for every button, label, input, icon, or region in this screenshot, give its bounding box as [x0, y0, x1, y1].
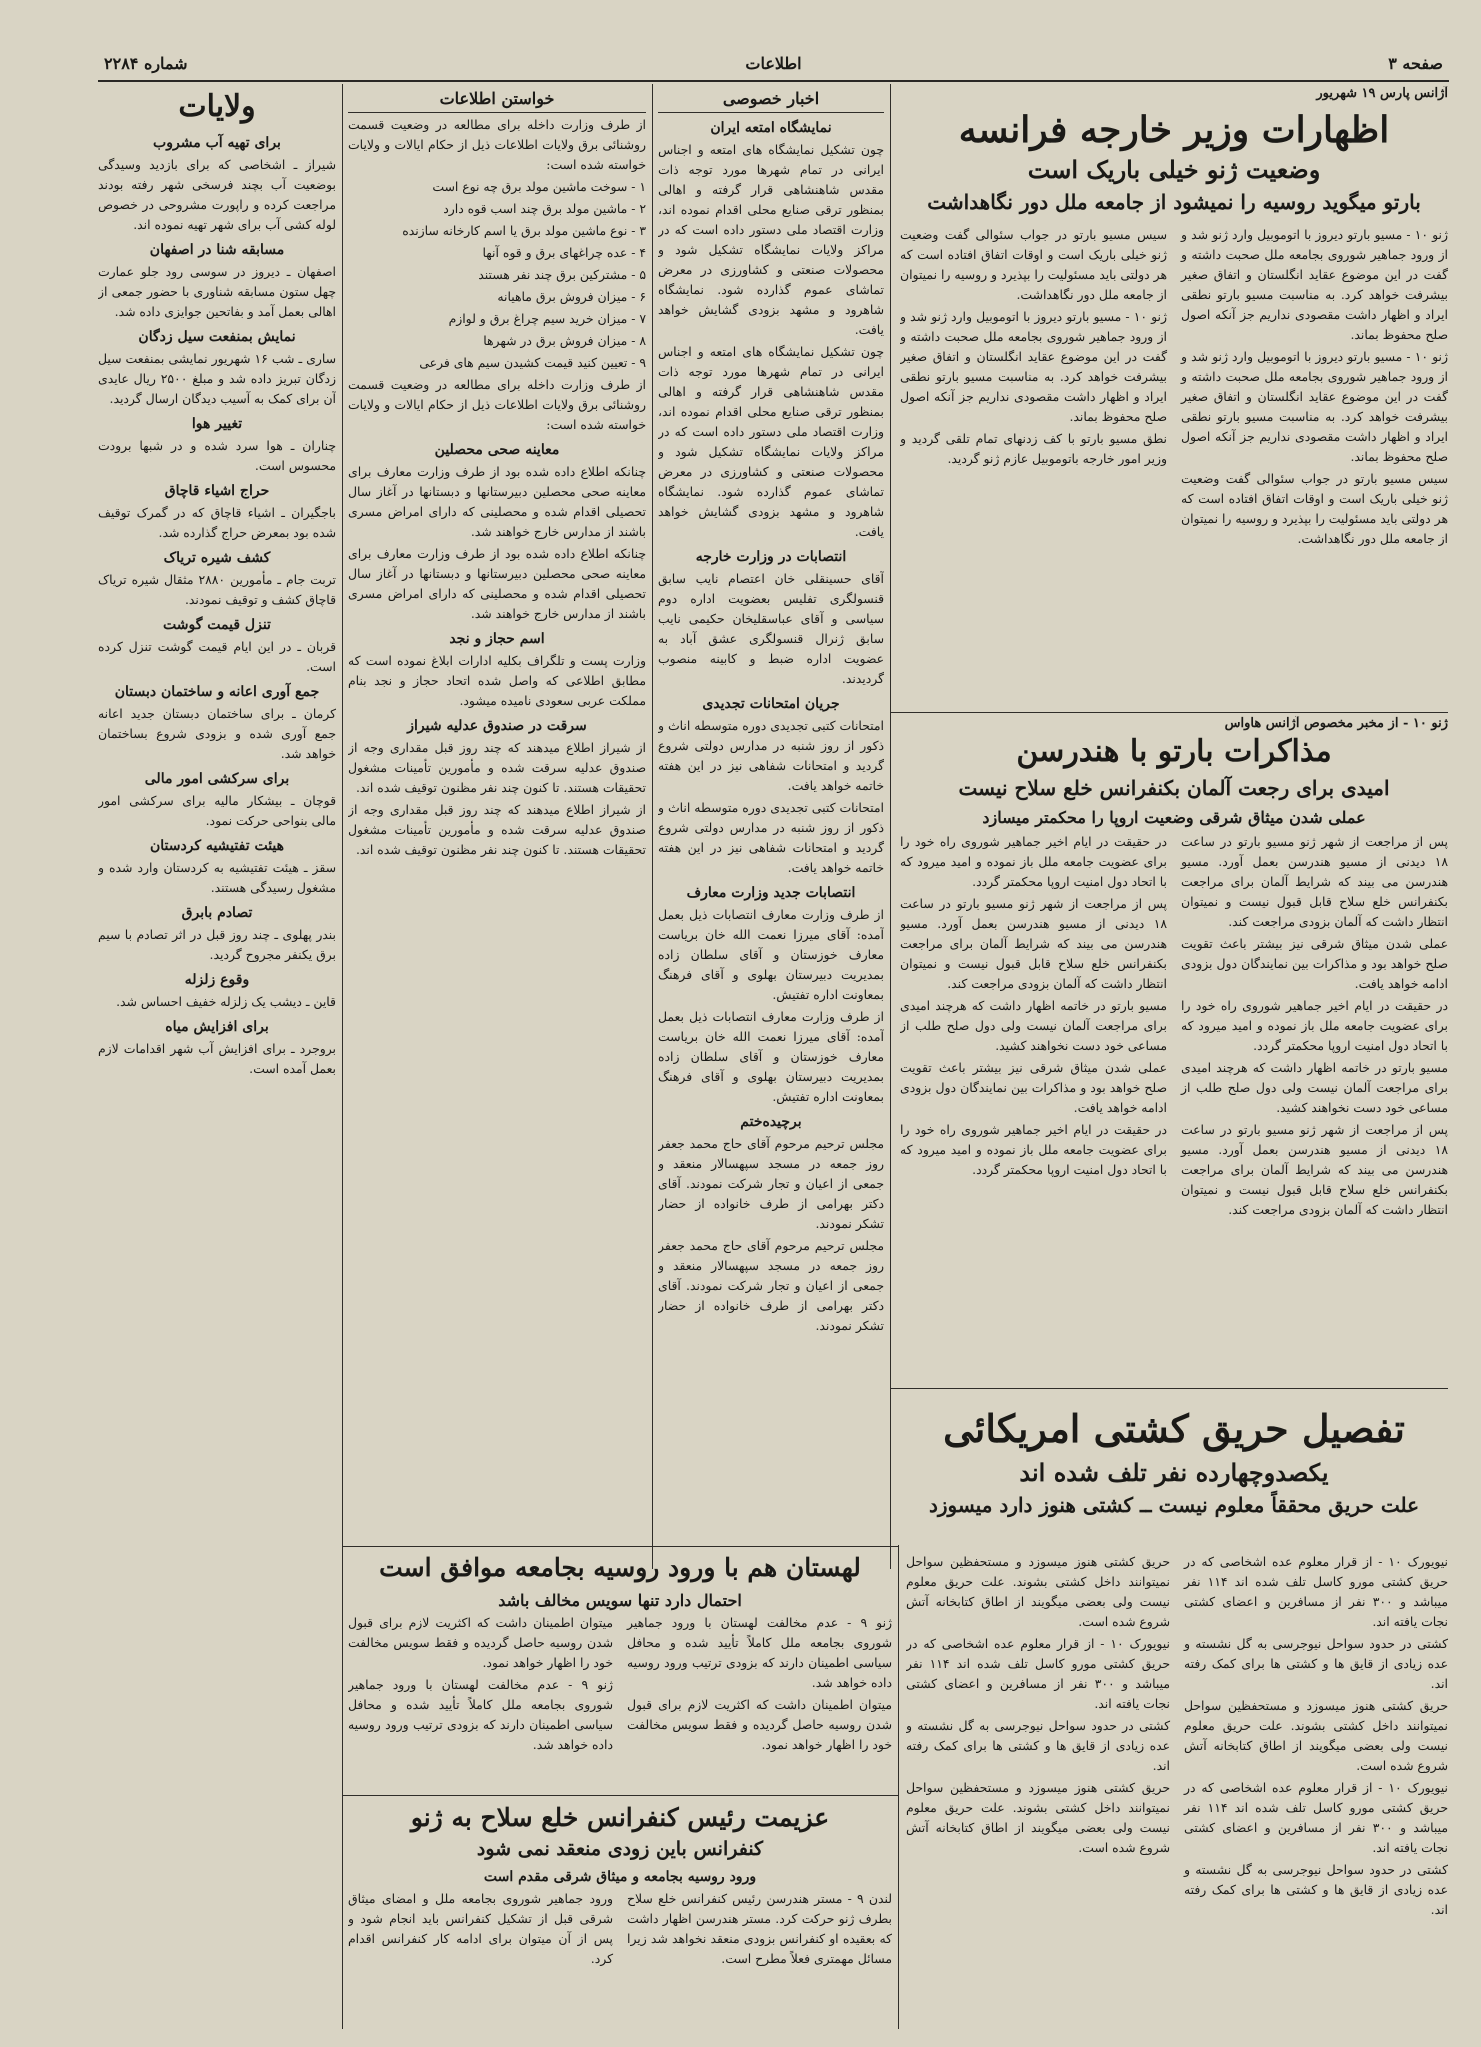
province-title: برای سرکشی امور مالی: [144, 771, 290, 787]
paragraph: از طرف وزارت معارف انتصابات ذیل بعمل آمده: آقای میرزا نعمت الله خان بریاست معارف خوزستان و آقای سلطان زاده بمدیریت دبیرستان بهلوی و آقای فرهنگ بمعاونت اداره تفتیش.: [658, 1009, 884, 1104]
column-heading: خواستن اطلاعات: [348, 88, 646, 113]
province-body: سقز ـ هیئت تفتیشیه به کردستان وارد شده و مشغول رسیدگی هستند.: [98, 860, 336, 895]
section-body: [658, 140, 884, 542]
column-heading: اخبار خصوصی: [658, 88, 884, 113]
paragraph: چنانکه اطلاع داده شده بود از طرف وزارت معارف برای معاینه صحی محصلین دبیرستانها و دبستانها در آغاز سال تحصیلی اقدام شده و محصلینی که دارای امراض مسری باشند از مدارس خارج خواهند شد.: [348, 464, 646, 539]
province-body: قاین ـ دیشب یک زلزله خفیف احساس شد.: [116, 994, 336, 1009]
talks-paragraph: در حقیقت در ایام اخیر جماهیر شوروی راه خود را برای عضویت جامعه ملل باز نموده و امید میرود که با اتحاد دول امنیت اروپا محکمتر گردد.: [900, 1122, 1167, 1177]
list-item: ۲ - ماشین مولد برق چند اسب قوه دارد: [443, 201, 646, 216]
lead-paragraph: نطق مسیو بارتو با کف زدنهای تمام تلقی گردید و وزیر امور خارجه باتوموبیل عازم ژنو گردید.: [900, 431, 1167, 466]
province-body: بروجرد ـ برای افزایش آب شهر اقدامات لازم بعمل آمده است.: [98, 1041, 336, 1076]
lead-headline: اظهارات وزیر خارجه فرانسه: [958, 109, 1390, 151]
poland-paragraph: ژنو ۹ - عدم مخالفت لهستان با ورود جماهیر شوروی بجامعه ملل کاملاً تأیید شده و محافل سیاسی اطمینان دارند که بزودی ترتیب ورود روسیه داده خواهد شد.: [348, 1677, 613, 1752]
column-heading: ولایات: [178, 89, 256, 124]
paragraph: چون تشکیل نمایشگاه های امتعه و اجناس ایرانی در تمام شهرها مورد توجه ذات مقدس شاهنشاهی قرار گرفته و اهالی بمنظور ترقی صنایع محلی اقدام نموده اند، وزارت اقتصاد ملی دستور داده است که در مراکز ولایات نمایشگاه تشکیل شود و محصولات صنعتی و کشاورزی در معرض تماشای عموم گذارده شود. نمایشگاه شاهرود و مشهد بزودی گشایش خواهد یافت.: [658, 142, 884, 337]
lead-paragraph: سیس مسیو بارتو در جواب سئوالی گفت وضعیت ژنو خیلی باریک است و اوقات اتفاق افتاده است که هر دولتی باید مسئولیت را بپذیرد و روسیه را نمیتوان از جامعه ملل دور نگاهداشت.: [1181, 471, 1448, 546]
section-title: جریان امتحانات تجدیدی: [702, 696, 840, 712]
lead-paragraph: ژنو ۱۰ - مسیو بارتو دیروز با اتوموبیل وارد ژنو شد و از ورود جماهیر شوروی بجامعه ملل صحبت داشته و گفت در این موضوع عقاید انگلستان و اتفاق صغیر بیشرفت خواهد کرد. به مناسبت مسیو بارتو نطقی ایراد و اظهار داشت مقصودی نداریم جز آنکه اصول صلح محفوظ بماند.: [900, 309, 1167, 424]
poland-paragraph: میتوان اطمینان داشت که اکثریت لازم برای قبول شدن روسیه حاصل گردیده و فقط سویس مخالفت خود را اظهار خواهد نمود.: [627, 1697, 892, 1752]
paragraph: امتحانات کتبی تجدیدی دوره متوسطه اناث و ذکور از روز شنبه در مدارس دولتی شروع گردید و امتحانات شفاهی نیز در این هفته خاتمه خواهد یافت.: [658, 800, 884, 875]
talks-story: [900, 716, 1448, 1384]
section-title: نمایشگاه امتعه ایران: [710, 120, 832, 136]
fire-paragraph: نیویورک ۱۰ - از قرار معلوم عده اشخاصی که در حریق کشتی مورو کاسل تلف شده اند ۱۱۴ نفر میباشد و ۳۰۰ نفر از مسافرین و اعضای کشتی نجات یافته اند.: [1184, 1554, 1448, 1629]
lead-paragraph: ژنو ۱۰ - مسیو بارتو دیروز با اتوموبیل وارد ژنو شد و از ورود جماهیر شوروی بجامعه ملل صحبت داشته و گفت در این موضوع عقاید انگلستان و اتفاق صغیر بیشرفت خواهد کرد. به مناسبت مسیو بارتو نطقی ایراد و اظهار داشت مقصودی نداریم جز آنکه اصول صلح محفوظ بماند.: [1181, 349, 1448, 464]
fire-body-left: [906, 1552, 1170, 2028]
poland-paragraph: میتوان اطمینان داشت که اکثریت لازم برای قبول شدن روسیه حاصل گردیده و فقط سویس مخالفت خود را اظهار خواهد نمود.: [348, 1615, 613, 1670]
paragraph: از طرف وزارت داخله برای مطالعه در وضعیت قسمت روشنائی برق ولایات اطلاعات ذیل از حکام ایالات و ولایات خواسته شده است:: [348, 377, 646, 432]
talks-paragraph: مسیو بارتو در خاتمه اظهار داشت که هرچند امیدی برای مراجعت آلمان نیست ولی دول صلح طلب از مساعی خود دست نخواهند کشید.: [900, 998, 1167, 1053]
fire-body-right: [1184, 1552, 1448, 2028]
conference-body-left: [348, 1889, 613, 1971]
province-body: قوچان ـ بیشکار مالیه برای سرکشی امور مالی بنواحی حرکت نمود.: [98, 793, 336, 828]
lead-body-left: [900, 225, 1167, 551]
poland-body-left: [348, 1613, 613, 1757]
lead-subhead-2: بارتو میگوید روسیه را نمیشود از جامعه ملل دور نگاهداشت: [927, 190, 1421, 214]
talks-paragraph: پس از مراجعت از شهر ژنو مسیو بارتو در ساعت ۱۸ دیدنی از مسیو هندرسن بعمل آورد. مسیو هندرسن می بیند که شرایط آلمان برای مراجعت بکنفرانس خلع سلاح قابل قبول نیست و نمیتوان انتظار داشت که آلمان بزودی مراجعت کند.: [900, 896, 1167, 991]
province-body: ساری ـ شب ۱۶ شهریور نمایشی بمنفعت سیل زدگان تبریز داده شد و مبلغ ۲۵۰۰ ریال عایدی آن برای کمک به آسیب دیدگان ارسال گردید.: [98, 351, 336, 406]
conference-paragraph: ورود جماهیر شوروی بجامعه ملل و امضای میثاق شرقی قبل از تشکیل کنفرانس باید انجام شود و پس از آن میتوان برای ادامه کار کنفرانس اقدام کرد.: [348, 1891, 613, 1966]
list-item: ۳ - نوع ماشین مولد برق یا اسم کارخانه سازنده: [402, 223, 646, 238]
section-title: انتصابات در وزارت خارجه: [695, 549, 847, 565]
section-title: معاینه صحی محصلین: [434, 442, 560, 458]
talks-paragraph: پس از مراجعت از شهر ژنو مسیو بارتو در ساعت ۱۸ دیدنی از مسیو هندرسن بعمل آورد. مسیو هندرسن می بیند که شرایط آلمان برای مراجعت بکنفرانس خلع سلاح قابل قبول نیست و نمیتوان انتظار داشت که آلمان بزودی مراجعت کند.: [1181, 834, 1448, 929]
section-rule: [342, 1546, 898, 1547]
section-title: انتصابات جدید وزارت معارف: [686, 885, 856, 901]
paragraph: از طرف وزارت داخله برای مطالعه در وضعیت قسمت روشنائی برق ولایات اطلاعات ذیل از حکام ایالات و ولایات خواسته شده است:: [348, 117, 646, 172]
column-rule: [890, 84, 891, 1569]
paragraph: مجلس ترحیم مرحوم آقای حاج محمد جعفر روز جمعه در مسجد سپهسالار منعقد و جمعی از اعیان و تجار شرکت نمودند. آقای دکتر بهرامی از طرف خانواده از حضار تشکر نمودند.: [658, 1136, 884, 1231]
conference-body-right: [627, 1889, 892, 1971]
province-title: برای تهیه آب مشروب: [153, 135, 281, 151]
talks-paragraph: عملی شدن میثاق شرقی نیز بیشتر باعث تقویت صلح خواهد بود و مذاکرات بین نمایندگان دول بزودی ادامه خواهد یافت.: [1181, 936, 1448, 991]
lead-dateline: آژانس پارس ۱۹ شهریور: [1316, 86, 1448, 101]
paragraph: از طرف وزارت معارف انتصابات ذیل بعمل آمده: آقای میرزا نعمت الله خان بریاست معارف خوزستان و آقای سلطان زاده بمدیریت دبیرستان بهلوی و آقای فرهنگ بمعاونت اداره تفتیش.: [658, 907, 884, 1002]
paragraph: آقای حسینقلی خان اعتصام نایب سابق قنسولگری تفلیس بعضویت اداره دوم سیاسی و آقای عباسقلیخان حکیمی نایب سابق ژنرال قنسولگری عشق آباد به عضویت اداره ضبط و کابینه منصوب گردیدند.: [658, 571, 884, 686]
province-title: حراج اشیاء قاچاق: [164, 483, 270, 499]
fire-paragraph: کشتی در حدود سواحل نیوجرسی به گل نشسته و عده زیادی از قایق ها و کشتی ها برای کمک رفته اند.: [1184, 1862, 1448, 1917]
province-title: وقوع زلزله: [184, 972, 250, 988]
page-number: صفحه ۳: [1388, 54, 1443, 73]
column-rule: [342, 84, 343, 2029]
poland-paragraph: ژنو ۹ - عدم مخالفت لهستان با ورود جماهیر شوروی بجامعه ملل کاملاً تأیید شده و محافل سیاسی اطمینان دارند که بزودی ترتیب ورود روسیه داده خواهد شد.: [627, 1615, 892, 1690]
publication-name: اطلاعات: [745, 54, 802, 73]
conference-paragraph: لندن ۹ - مستر هندرسن رئیس کنفرانس خلع سلاح بطرف ژنو حرکت کرد. مستر هندرسن اظهار داشت که بعقیده او کنفرانس بزودی منعقد نخواهد شد زیرا مسائل مهمتری فعلاً مطرح است.: [627, 1891, 892, 1966]
province-title: تنزل قیمت گوشت: [163, 617, 271, 633]
fire-paragraph: کشتی در حدود سواحل نیوجرسی به گل نشسته و عده زیادی از قایق ها و کشتی ها برای کمک رفته اند.: [1184, 1636, 1448, 1691]
lead-subhead: وضعیت ژنو خیلی باریک است: [1027, 155, 1321, 184]
fire-story-head: [900, 1392, 1448, 1544]
province-body: چناران ـ هوا سرد شده و در شبها برودت محسوس است.: [98, 438, 336, 473]
fire-paragraph: حریق کشتی هنوز میسوزد و مستحفظین سواحل نمیتوانند داخل کشتی بشوند. علت حریق معلوم نیست ولی بعضی میگویند از اطاق کتابخانه آتش شروع شده است.: [1184, 1698, 1448, 1773]
list-item: ۵ - مشترکین برق چند نفر هستند: [478, 267, 646, 282]
paragraph: از شیراز اطلاع میدهند که چند روز قبل مقداری وجه از صندوق عدلیه سرقت شده و مأمورین تأمینات مشغول تحقیقات هستند. تا کنون چند نفر مظنون توقیف شده اند.: [348, 740, 646, 795]
poland-subhead: احتمال دارد تنها سویس مخالف باشد: [498, 1591, 742, 1610]
fire-paragraph: نیویورک ۱۰ - از قرار معلوم عده اشخاصی که در حریق کشتی مورو کاسل تلف شده اند ۱۱۴ نفر میباشد و ۳۰۰ نفر از مسافرین و اعضای کشتی نجات یافته اند.: [1184, 1780, 1448, 1855]
talks-paragraph: مسیو بارتو در خاتمه اظهار داشت که هرچند امیدی برای مراجعت آلمان نیست ولی دول صلح طلب از مساعی خود دست نخواهند کشید.: [1181, 1060, 1448, 1115]
paragraph: مجلس ترحیم مرحوم آقای حاج محمد جعفر روز جمعه در مسجد سپهسالار منعقد و جمعی از اعیان و تجار شرکت نمودند. آقای دکتر بهرامی از طرف خانواده از حضار تشکر نمودند.: [658, 1238, 884, 1333]
poland-story: [348, 1550, 892, 1792]
fire-paragraph: حریق کشتی هنوز میسوزد و مستحفظین سواحل نمیتوانند داخل کشتی بشوند. علت حریق معلوم نیست ولی بعضی میگویند از اطاق کتابخانه آتش شروع شده است.: [906, 1554, 1170, 1629]
talks-body-right: [1181, 832, 1448, 1222]
fire-paragraph: حریق کشتی هنوز میسوزد و مستحفظین سواحل نمیتوانند داخل کشتی بشوند. علت حریق معلوم نیست ولی بعضی میگویند از اطاق کتابخانه آتش شروع شده است.: [906, 1780, 1170, 1855]
province-title: کشف شیره تریاک: [163, 550, 271, 566]
talks-subhead-2: عملی شدن میثاق شرقی وضعیت اروپا را محکمتر میسازد: [982, 808, 1366, 827]
talks-body-left: [900, 832, 1167, 1222]
column-rule: [652, 84, 653, 1569]
talks-subhead: امیدی برای رجعت آلمان بکنفرانس خلع سلاح نیست: [958, 776, 1390, 800]
paragraph: از شیراز اطلاع میدهند که چند روز قبل مقداری وجه از صندوق عدلیه سرقت شده و مأمورین تأمینات مشغول تحقیقات هستند. تا کنون چند نفر مظنون توقیف شده اند.: [348, 802, 646, 857]
poland-body-right: [627, 1613, 892, 1757]
lead-paragraph: ژنو ۱۰ - مسیو بارتو دیروز با اتوموبیل وارد ژنو شد و از ورود جماهیر شوروی بجامعه ملل صحبت داشته و گفت در این موضوع عقاید انگلستان و اتفاق صغیر بیشرفت خواهد کرد. به مناسبت مسیو بارتو نطقی ایراد و اظهار داشت مقصودی نداریم جز آنکه اصول صلح محفوظ بماند.: [1181, 227, 1448, 342]
column-rule: [898, 1545, 899, 2029]
column-information: [348, 86, 646, 1542]
section-title: برچیده‌ختم: [740, 1114, 802, 1130]
conference-subhead-2: ورود روسیه بجامعه و میثاق شرقی مقدم است: [483, 1869, 757, 1885]
paragraph: وزارت پست و تلگراف بکلیه ادارات ابلاغ نموده است که مطابق اطلاعی که واصل شده اتحاد حجاز و نجد بنام مملکت عربی سعودی نامیده میشود.: [348, 653, 646, 708]
province-title: تغییر هوا: [191, 416, 243, 432]
section-title: سرقت در صندوق عدلیه شیراز: [407, 718, 587, 734]
talks-paragraph: پس از مراجعت از شهر ژنو مسیو بارتو در ساعت ۱۸ دیدنی از مسیو هندرسن بعمل آورد. مسیو هندرسن می بیند که شرایط آلمان برای مراجعت بکنفرانس خلع سلاح قابل قبول نیست و نمیتوان انتظار داشت که آلمان بزودی مراجعت کند.: [1181, 1122, 1448, 1217]
column-private-news: [658, 86, 884, 1542]
fire-paragraph: کشتی در حدود سواحل نیوجرسی به گل نشسته و عده زیادی از قایق ها و کشتی ها برای کمک رفته اند.: [906, 1718, 1170, 1773]
province-title: هیئت تفتیشیه کردستان: [149, 838, 285, 854]
fire-headline: تفصیل حریق کشتی امریکائی: [943, 1406, 1405, 1451]
lead-body-right: [1181, 225, 1448, 551]
fire-story-body: [906, 1552, 1448, 2028]
province-body: باجگیران ـ اشیاء قاچاق که در گمرک توقیف شده بود بمعرض حراج گذارده شد.: [98, 505, 336, 540]
list-item: ۱ - سوخت ماشین مولد برق چه نوع است: [432, 179, 646, 194]
conference-story: [348, 1800, 892, 2028]
list-item: ۷ - میزان خرید سیم چراغ برق و لوازم: [448, 311, 646, 326]
list-item: ۴ - عده چراغهای برق و قوه آنها: [482, 245, 646, 260]
talks-paragraph: عملی شدن میثاق شرقی نیز بیشتر باعث تقویت صلح خواهد بود و مذاکرات بین نمایندگان دول بزودی ادامه خواهد یافت.: [900, 1060, 1167, 1115]
talks-paragraph: در حقیقت در ایام اخیر جماهیر شوروی راه خود را برای عضویت جامعه ملل باز نموده و امید میرود که با اتحاد دول امنیت اروپا محکمتر گردد.: [900, 834, 1167, 889]
province-title: جمع آوری اعانه و ساختمان دبستان: [114, 684, 320, 700]
section-rule: [890, 1388, 1448, 1389]
province-title: نمایش بمنفعت سیل زدگان: [138, 329, 296, 345]
conference-headline: عزیمت رئیس کنفرانس خلع سلاح به ژنو: [410, 1803, 830, 1832]
province-body: کرمان ـ برای ساختمان دبستان جدید اعانه جمع آوری شده و بزودی شروع بساختمان خواهد شد.: [98, 706, 336, 761]
lead-paragraph: سیس مسیو بارتو در جواب سئوالی گفت وضعیت ژنو خیلی باریک است و اوقات اتفاق افتاده است که هر دولتی باید مسئولیت را بپذیرد و روسیه را نمیتوان از جامعه ملل دور نگاهداشت.: [900, 227, 1167, 302]
list-item: ۹ - تعیین کنید قیمت کشیدن سیم های فرعی: [419, 355, 646, 370]
province-body: قربان ـ در این ایام قیمت گوشت تنزل کرده است.: [98, 639, 336, 674]
province-body: اصفهان ـ دیروز در سوسی رود جلو عمارت چهل ستون مسابقه شناوری با حضور جمعی از اهالی بعمل آمد و بفاتحین جوایزی داده شد.: [98, 264, 336, 319]
province-title: تصادم بابرق: [181, 905, 253, 921]
province-body: شیراز ـ اشخاصی که برای بازدید وسیدگی بوضعیت آب بچند فرسخی شهر رفته بودند مراجعت کرده و راپورت مشروحی در خصوص لوله کشی آب برای شهر تهیه نموده اند.: [98, 157, 336, 232]
issue-number: شماره ۲۲۸۴: [104, 54, 188, 73]
paragraph: چنانکه اطلاع داده شده بود از طرف وزارت معارف برای معاینه صحی محصلین دبیرستانها و دبستانها در آغاز سال تحصیلی اقدام شده و محصلینی که دارای امراض مسری باشند از مدارس خارج خواهند شد.: [348, 546, 646, 621]
paragraph: چون تشکیل نمایشگاه های امتعه و اجناس ایرانی در تمام شهرها مورد توجه ذات مقدس شاهنشاهی قرار گرفته و اهالی بمنظور ترقی صنایع محلی اقدام نموده اند، وزارت اقتصاد ملی دستور داده است که در مراکز ولایات نمایشگاه تشکیل شود و محصولات صنعتی و کشاورزی در معرض تماشای عموم گذارده شود. نمایشگاه شاهرود و مشهد بزودی گشایش خواهد یافت.: [658, 344, 884, 539]
list-item: ۶ - میزان فروش برق ماهیانه: [497, 289, 646, 304]
talks-dateline: ژنو ۱۰ - از مخبر مخصوص آژانس هاواس: [1224, 716, 1448, 731]
section-rule: [890, 712, 1448, 713]
province-title: برای افزایش میاه: [165, 1019, 269, 1035]
talks-paragraph: در حقیقت در ایام اخیر جماهیر شوروی راه خود را برای عضویت جامعه ملل باز نموده و امید میرود که با اتحاد دول امنیت اروپا محکمتر گردد.: [1181, 998, 1448, 1053]
lead-story: [900, 86, 1448, 708]
talks-headline: مذاکرات بارتو با هندرسن: [1016, 734, 1332, 769]
page-header: [98, 50, 1449, 82]
fire-subhead-2: علت حریق محققاً معلوم نیست ــ کشتی هنوز دارد میسوزد: [928, 1493, 1420, 1517]
poland-headline: لهستان هم با ورود روسیه بجامعه موافق است: [379, 1553, 861, 1582]
fire-paragraph: نیویورک ۱۰ - از قرار معلوم عده اشخاصی که در حریق کشتی مورو کاسل تلف شده اند ۱۱۴ نفر میباشد و ۳۰۰ نفر از مسافرین و اعضای کشتی نجات یافته اند.: [906, 1636, 1170, 1711]
conference-subhead: کنفرانس باین زودی منعقد نمی شود: [476, 1838, 764, 1860]
province-body: بندر پهلوی ـ چند روز قبل در اثر تصادم با سیم برق یکنفر مجروح گردید.: [98, 927, 336, 962]
section-title: اسم حجاز و نجد: [449, 631, 545, 647]
paragraph: امتحانات کتبی تجدیدی دوره متوسطه اناث و ذکور از روز شنبه در مدارس دولتی شروع گردید و امتحانات شفاهی نیز در این هفته خاتمه خواهد یافت.: [658, 718, 884, 793]
column-provinces: [98, 86, 336, 2026]
fire-subhead: یکصدوچهارده نفر تلف شده اند: [1019, 1458, 1329, 1487]
section-rule: [342, 1795, 898, 1796]
province-title: مسابقه شنا در اصفهان: [149, 242, 285, 258]
list-item: ۸ - میزان فروش برق در شهرها: [483, 333, 646, 348]
province-body: تربت جام ـ مأمورین ۲۸۸۰ مثقال شیره تریاک قاچاق کشف و توقیف نمودند.: [98, 572, 336, 607]
